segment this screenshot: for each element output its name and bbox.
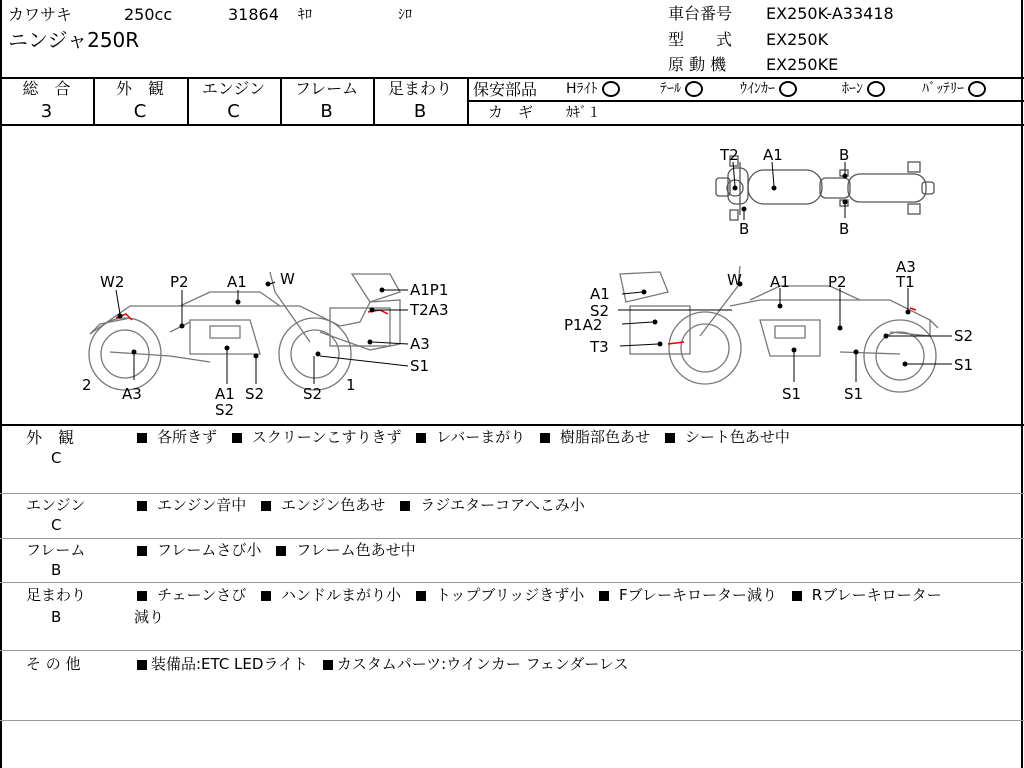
grade-label-exterior: 外 観 [115, 79, 164, 98]
diagram-label: A1 [227, 273, 247, 291]
note-items-other: 装備品:ETC LEDライト カスタムパーツ:ウインカー フェンダーレス [137, 657, 638, 672]
note-category-exterior: 外 観 [26, 428, 75, 447]
bullet-icon [232, 433, 242, 443]
note-category-other: そ の 他 [26, 655, 81, 673]
diagram-label: T3 [590, 338, 609, 356]
displacement: 250cc [124, 5, 173, 24]
diagram-label: B [739, 220, 750, 238]
bullet-icon [261, 501, 271, 511]
bullet-icon [137, 501, 147, 511]
diagram-label: P2 [828, 273, 847, 291]
grade-divider [467, 77, 469, 125]
grade-bottom-line [0, 124, 1024, 126]
note-grade-engine: C [51, 516, 62, 534]
diagram-label: S1 [844, 385, 864, 403]
note-grade-frame: B [51, 561, 62, 579]
safety-item-horn: ﾎｰﾝ [842, 81, 885, 97]
diagram-label: T2A3 [410, 301, 449, 319]
notes-divider [0, 493, 1024, 494]
mileage: 31864 [228, 5, 279, 24]
bullet-icon [323, 660, 333, 670]
diagram-label: T1 [896, 273, 915, 291]
notes-divider [0, 720, 1024, 721]
diagram-label: S2 [303, 385, 323, 403]
note-items-suspension: チェーンさび ハンドルまがり小 トップブリッジきず小 Fブレーキローター減り Rブレーキローター [137, 588, 952, 603]
note-category-frame: フレーム [26, 541, 86, 559]
bullet-icon [400, 501, 410, 511]
note-category-suspension: 足まわり [26, 586, 87, 604]
bullet-icon [792, 591, 802, 601]
diagram-label: P2 [170, 273, 189, 291]
bullet-icon [137, 660, 147, 670]
grade-value-suspension: B [413, 101, 427, 122]
sheet-right-border [1021, 0, 1023, 768]
note-category-engine: エンジン [26, 496, 86, 514]
note-grade-exterior: C [51, 449, 62, 467]
diagram-label: A3 [410, 335, 430, 353]
frame-no: EX250K-A33418 [766, 4, 894, 23]
grade-label-suspension: 足まわり [387, 79, 452, 98]
grade-value-exterior: C [133, 101, 147, 122]
bullet-icon [599, 591, 609, 601]
diagram-label: A1P1 [410, 281, 449, 299]
diagram-label: S1 [782, 385, 802, 403]
diagram-label: B [839, 220, 850, 238]
diagram-label: W [280, 270, 295, 288]
diagram-label: S1 [410, 357, 430, 375]
diagram-label: S1 [954, 356, 974, 374]
diagram-label: B [839, 146, 850, 164]
diagram-label: W [727, 271, 742, 289]
diagram-label: A3 [896, 258, 916, 276]
diagram-label: A1 [770, 273, 790, 291]
grade-label-overall: 総 合 [22, 79, 71, 98]
diagram-label: A1 [215, 385, 235, 403]
note-items-suspension-continuation: 減り [134, 608, 165, 626]
diagram-label: S2 [954, 327, 974, 345]
diagram-label: S2 [215, 401, 235, 419]
bullet-icon [276, 546, 286, 556]
ok-circle-icon [779, 81, 797, 97]
bullet-icon [137, 433, 147, 443]
type-label: 型 式 [668, 30, 733, 49]
top-view-diagram [700, 140, 950, 240]
key-value: ｶｷﾞ１ [566, 105, 601, 121]
bullet-icon [540, 433, 550, 443]
diagram-label: P1A2 [564, 316, 603, 334]
frame-no-label: 車台番号 [668, 4, 733, 23]
bullet-icon [137, 591, 147, 601]
right-side-diagram [560, 256, 980, 406]
grade-value-overall: 3 [40, 101, 53, 122]
grade-label-engine: エンジン [201, 79, 266, 98]
safety-mid-line [468, 100, 1024, 102]
safety-item-winker: ｳｲﾝｶｰ [740, 81, 797, 97]
diagram-label: W2 [100, 273, 125, 291]
notes-divider [0, 582, 1024, 583]
model-name: ニンジャ250R [8, 28, 140, 52]
diagram-label: A1 [590, 285, 610, 303]
grade-value-frame: B [320, 101, 333, 122]
engine-model-label: 原 動 機 [668, 55, 727, 74]
type-value: EX250K [766, 30, 829, 49]
diagram-label: T2 [720, 146, 739, 164]
diagram-label: A1 [763, 146, 783, 164]
ok-circle-icon [867, 81, 885, 97]
key-label: カ ギ [488, 103, 534, 121]
bullet-icon [665, 433, 675, 443]
notes-divider [0, 538, 1024, 539]
notes-divider [0, 650, 1024, 651]
bullet-icon [416, 591, 426, 601]
grade-label-frame: フレーム [294, 79, 359, 98]
note-items-engine: エンジン音中 エンジン色あせ ラジエターコアへこみ小 [137, 498, 595, 513]
note-items-frame: フレームさび小 フレーム色あせ中 [137, 543, 426, 558]
bullet-icon [416, 433, 426, 443]
left-side-diagram [70, 262, 470, 422]
diagram-label: S2 [245, 385, 265, 403]
note-grade-suspension: B [51, 608, 62, 626]
bullet-icon [261, 591, 271, 601]
body-color: ｼﾛ [398, 7, 412, 23]
maker: カワサキ [8, 5, 73, 24]
diagram-label: 2 [82, 376, 92, 394]
engine-model-value: EX250KE [766, 55, 839, 74]
mileage-unit: ｷﾛ [298, 7, 312, 23]
bullet-icon [137, 546, 147, 556]
diagram-label: 1 [346, 376, 356, 394]
ok-circle-icon [602, 81, 620, 97]
diagram-label: A3 [122, 385, 142, 403]
grade-value-engine: C [227, 101, 240, 122]
notes-top-line [0, 424, 1024, 426]
safety-item-tail: ﾃｰﾙ [660, 81, 703, 97]
ok-circle-icon [968, 81, 986, 97]
safety-label: 保安部品 [473, 80, 538, 99]
safety-item-headlight: Hﾗｲﾄ [566, 81, 620, 97]
note-items-exterior: 各所きず スクリーンこすりきず レバーまがり 樹脂部色あせ シート色あせ中 [137, 430, 800, 445]
safety-item-battery: ﾊﾞｯﾃﾘｰ [922, 81, 986, 97]
diagram-label: S2 [590, 302, 610, 320]
ok-circle-icon [685, 81, 703, 97]
